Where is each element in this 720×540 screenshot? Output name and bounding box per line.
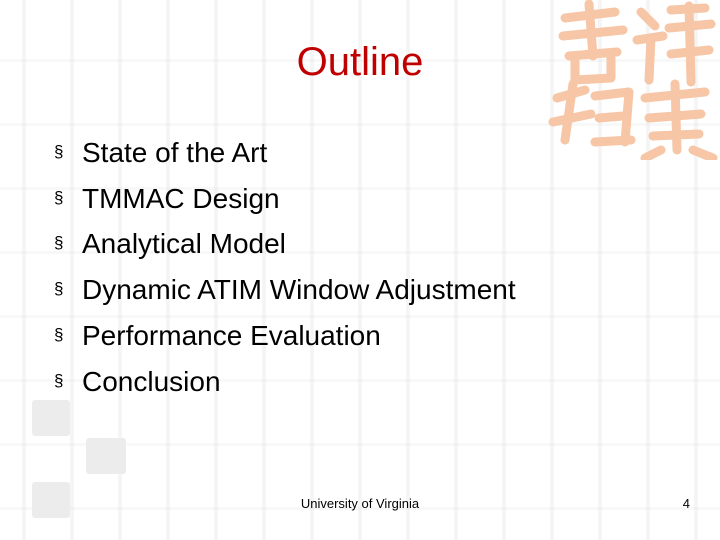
bullet-text: Conclusion [82,365,221,397]
bullet-item [54,130,516,176]
bullet-icon: § [54,187,64,207]
bullet-text: State of the Art [82,136,268,168]
bullet-icon: § [54,279,64,299]
bullet-icon: § [54,233,64,253]
bullet-text: Performance Evaluation [82,320,381,352]
bullet-text: Dynamic ATIM Window Adjustment [82,274,516,306]
page-number: 4 [682,496,690,511]
bullet-text: TMMAC Design [82,182,280,214]
bullet-item [54,313,516,359]
slide-footer: University of Virginia [300,496,420,511]
bullet-icon: § [54,141,64,161]
bullet-item [54,222,516,268]
bullet-icon: § [54,370,64,390]
seal-stamp-decoration [32,400,70,436]
bullet-icon: § [54,325,64,345]
bullet-text: Analytical Model [82,228,286,260]
slide-title: Outline [296,40,424,84]
seal-stamp-decoration [86,438,126,474]
bullet-item [54,176,516,222]
bullet-item [54,359,516,405]
bullet-list [54,130,516,405]
bullet-item [54,267,516,313]
